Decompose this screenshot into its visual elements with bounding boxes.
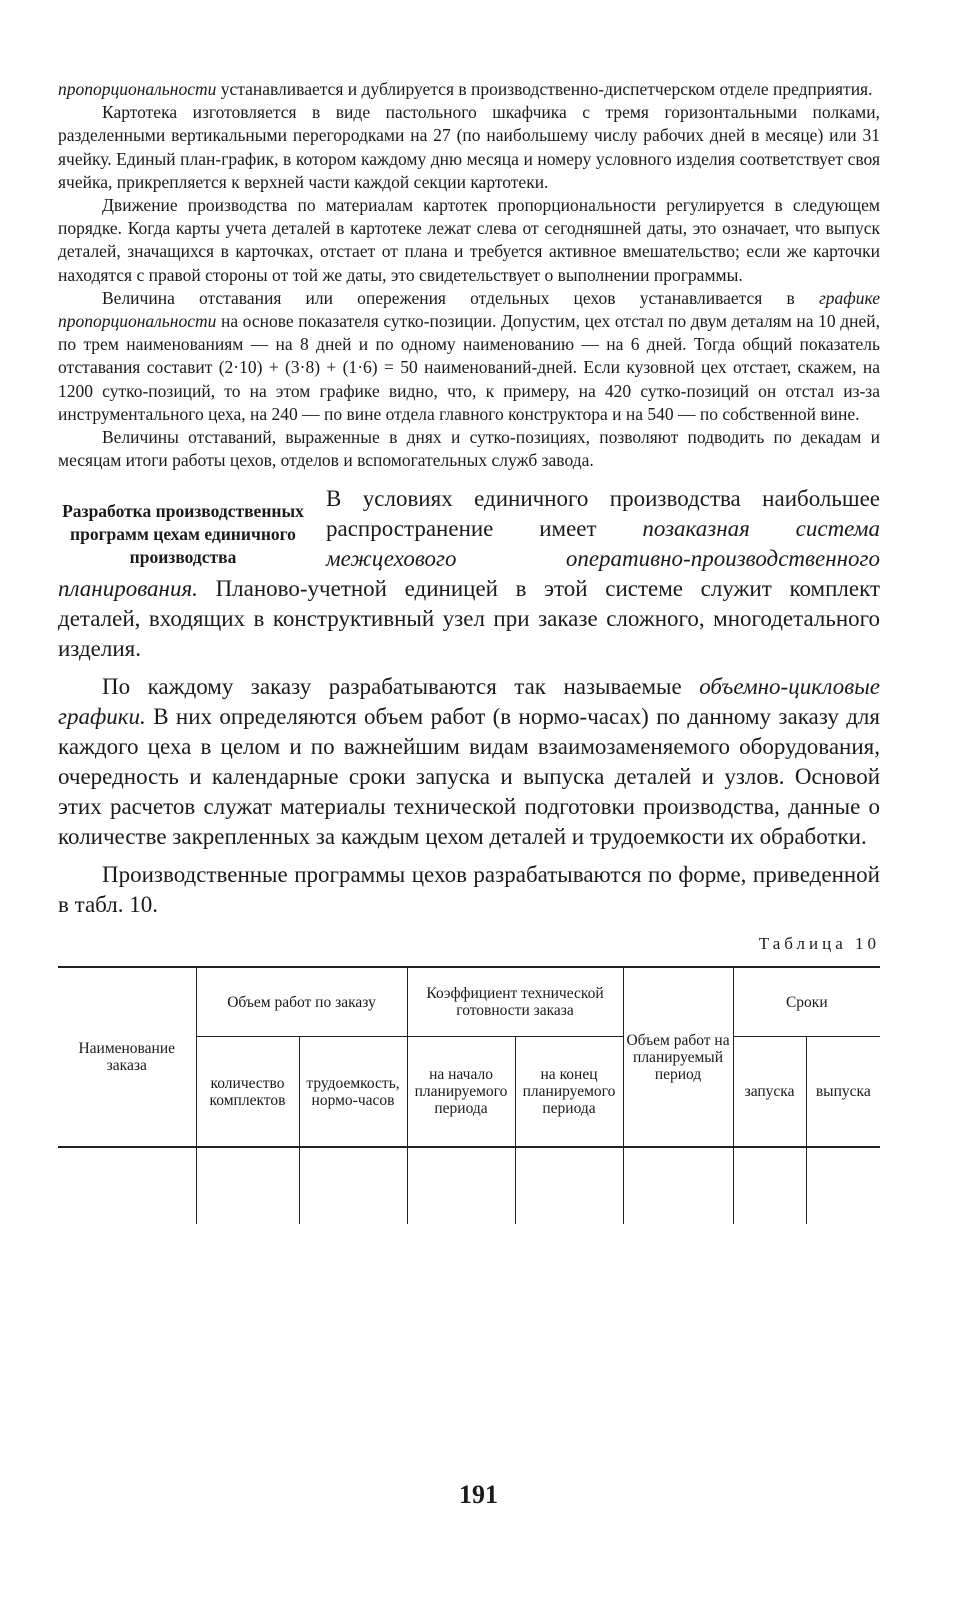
paragraph-3: Движение производства по материалам картотек пропорциональности регулируется в следующем порядке. Когда карты учета деталей в картотеке лежат слева от сегодняшней даты, это означает, что выпуск деталей, значащихся в карточках, отстает от плана и требуется активное вмешательство; если же карточки находятся с правой стороны от той же даты, это свидетельствует о выполнении программы.	[58, 195, 880, 285]
paragraph-4-text-b: на основе показателя сутко-позиции. Допустим, цех отстал по двум деталям на 10 дней, по трем наименованиям — на 8 дней и по одному наименованию — на 6 дней. Тогда общий показатель отставания составит (2·10) + (3·8) + (1·6) = 50 наименований-дней. Если кузовной цех отстает, скажем, на 1200 сутко-позиций, то на этом графике видно, что, к примеру, на 420 сутко-позиций он отстал из-за инструментального цеха, на 240 — по вине отдела главного конструктора и на 540 — по собственной вине.	[58, 311, 880, 424]
paragraph-4-text-a: Величина отставания или опережения отдельных цехов устанавливается в	[102, 287, 819, 308]
term-proportionality: пропорциональности	[58, 79, 217, 99]
table-cell	[58, 1147, 196, 1224]
table-cell	[407, 1147, 515, 1224]
header-release: выпуска	[806, 1037, 880, 1148]
page-body	[58, 78, 880, 1224]
table-cell	[515, 1147, 623, 1224]
header-period-end: на конец планируемого периода	[515, 1037, 623, 1148]
page-number: 191	[459, 1480, 498, 1509]
table-row	[58, 1147, 880, 1224]
section-paragraph-1-text-b: Планово-учетной единицей в этой системе служит комплект деталей, входящих в конструктивный узел при заказе сложного, многодетального изделия.	[58, 576, 880, 662]
header-order-name: Наименование заказа	[58, 967, 196, 1147]
table-cell	[623, 1147, 733, 1224]
section-paragraph-2	[58, 672, 880, 852]
term-proportionality-chart: графике пропорциональности	[58, 287, 880, 332]
header-dates-group: Сроки	[733, 967, 880, 1037]
header-volume-group: Объем работ по заказу	[196, 967, 407, 1037]
paragraph-5: Величины отставаний, выраженные в днях и сутко-позициях, позволяют подводить по декадам и месяцам итоги работы цехов, отделов и вспомогательных служб завода.	[58, 427, 880, 471]
table-cell	[733, 1147, 806, 1224]
paragraph-2: Картотека изготовляется в виде пастольного шкафчика с тремя горизонтальными полками, разделенными вертикальными перегородками на 27 (по наибольшему числу рабочих дней в месяце) или 31 ячейку. Единый план-график, в котором каждому дню месяца и номеру условного изделия соответствует своя ячейка, прикрепляется к верхней части каждой секции картотеки.	[58, 102, 880, 192]
header-quantity: количество комплектов	[196, 1037, 299, 1148]
paragraph-1-text: устанавливается и дублируется в производственно-диспетчерском отделе предприятия.	[216, 79, 873, 99]
header-launch: запуска	[733, 1037, 806, 1148]
header-coefficient-group: Коэффициент технической готовности заказа	[407, 967, 623, 1037]
table-10	[58, 966, 880, 1224]
section-single-production	[58, 484, 880, 920]
paragraph-1	[58, 78, 880, 101]
header-labor: трудоемкость, нормо-часов	[299, 1037, 407, 1148]
section-paragraph-2-text-b: В них определяются объем работ (в нормо-часах) по данному заказу для каждого цеха в целом и по важнейшим видам взаимозаменяемого оборудования, очередность и календарные сроки запуска и выпуска деталей и узлов. Основой этих расчетов служат материалы технической подготовки производства, данные о количестве закрепленных за каждым цехом деталей и трудоемкости их обработки.	[58, 704, 880, 850]
section-paragraph-3: Производственные программы цехов разрабатываются по форме, приведенной в табл. 10.	[58, 862, 880, 918]
table-cell	[806, 1147, 880, 1224]
paragraph-4	[58, 287, 880, 426]
table-cell	[299, 1147, 407, 1224]
header-period-start: на начало планируемого периода	[407, 1037, 515, 1148]
section-paragraph-1-text-a: В условиях единичного производства наибольшее распространение имеет	[326, 486, 880, 542]
term-volume-cycle-charts: объемно-цикловые графики.	[58, 674, 880, 730]
header-period-volume: Объем работ на планируемый период	[623, 967, 733, 1147]
table-caption: Таблица 10	[758, 934, 880, 954]
side-heading: Разработка производственных программ цехам единичного производства	[62, 501, 304, 568]
term-order-system: позаказная система межцехового оперативно-производственного планирования.	[58, 516, 880, 602]
table-cell	[196, 1147, 299, 1224]
section-paragraph-2-text-a: По каждому заказу разрабатываются так называемые	[102, 674, 700, 700]
